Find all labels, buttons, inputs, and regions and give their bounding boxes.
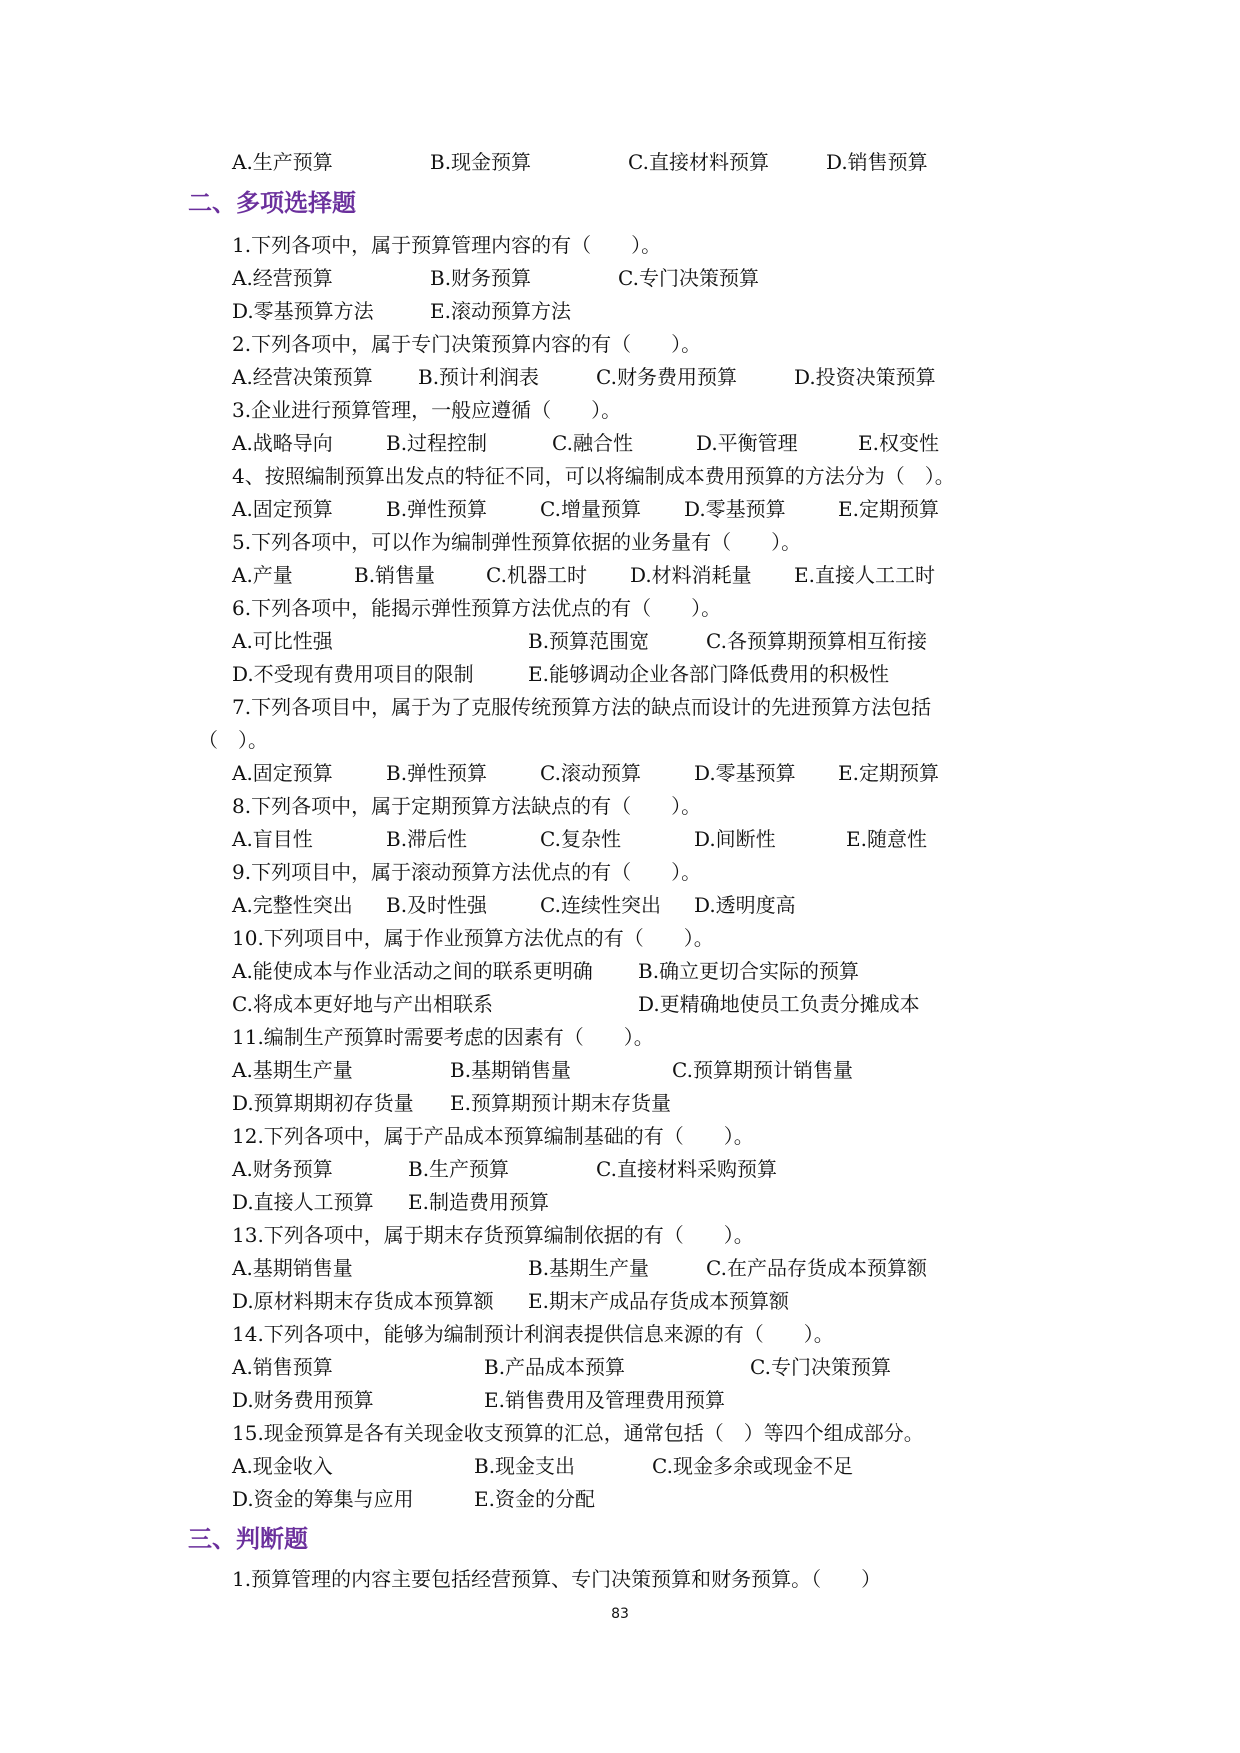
option: A.现金收入 — [232, 1454, 333, 1478]
option: A.可比性强 — [232, 629, 333, 653]
section-heading: 三、判断题 — [188, 1525, 308, 1553]
option: C.连续性突出 — [540, 893, 661, 917]
option: D.原材料期末存货成本预算额 — [232, 1289, 494, 1313]
option: E.期末产成品存货成本预算额 — [528, 1289, 789, 1313]
option: D.零基预算方法 — [232, 299, 374, 323]
option: E.直接人工工时 — [794, 563, 935, 587]
option: E.定期预算 — [838, 497, 939, 521]
option: B.生产预算 — [408, 1157, 510, 1181]
option: A.战略导向 — [232, 431, 333, 455]
option: A.盲目性 — [232, 827, 313, 851]
page-number: 83 — [611, 1606, 629, 1622]
option: B.预算范围宽 — [528, 629, 650, 653]
option: A.完整性突出 — [232, 893, 353, 917]
option: C.预算期预计销售量 — [672, 1058, 853, 1082]
option: D.销售预算 — [826, 150, 928, 174]
option: D.资金的筹集与应用 — [232, 1487, 414, 1511]
option: C.财务费用预算 — [596, 365, 737, 389]
option: B.过程控制 — [386, 431, 488, 455]
option: B.确立更切合实际的预算 — [638, 959, 860, 983]
option: E.定期预算 — [838, 761, 939, 785]
option: A.经营决策预算 — [232, 365, 373, 389]
option: C.直接材料采购预算 — [596, 1157, 777, 1181]
option: B.预计利润表 — [418, 365, 540, 389]
option: D.不受现有费用项目的限制 — [232, 662, 474, 686]
option: A.经营预算 — [232, 266, 333, 290]
option: C.在产品存货成本预算额 — [706, 1256, 927, 1280]
option: B.弹性预算 — [386, 761, 488, 785]
option: B.基期销售量 — [450, 1058, 572, 1082]
option: C.滚动预算 — [540, 761, 641, 785]
option: C.现金多余或现金不足 — [652, 1454, 853, 1478]
option: E.能够调动企业各部门降低费用的积极性 — [528, 662, 889, 686]
option: E.销售费用及管理费用预算 — [484, 1388, 725, 1412]
option: A.能使成本与作业活动之间的联系更明确 — [232, 959, 593, 983]
option: A.销售预算 — [232, 1355, 333, 1379]
option: A.固定预算 — [232, 497, 333, 521]
option: D.更精确地使员工负责分摊成本 — [638, 992, 920, 1016]
option: D.平衡管理 — [696, 431, 798, 455]
option: B.销售量 — [354, 563, 436, 587]
option: B.现金支出 — [474, 1454, 576, 1478]
option: C.复杂性 — [540, 827, 621, 851]
option: E.权变性 — [858, 431, 939, 455]
option: B.滞后性 — [386, 827, 468, 851]
option: D.财务费用预算 — [232, 1388, 374, 1412]
option: D.透明度高 — [694, 893, 796, 917]
option: A.财务预算 — [232, 1157, 333, 1181]
option: D.投资决策预算 — [794, 365, 936, 389]
option: D.零基预算 — [684, 497, 786, 521]
option: E.制造费用预算 — [408, 1190, 549, 1214]
option: D.直接人工预算 — [232, 1190, 374, 1214]
option: A.基期生产量 — [232, 1058, 353, 1082]
option: B.弹性预算 — [386, 497, 488, 521]
option: B.财务预算 — [430, 266, 532, 290]
option: E.资金的分配 — [474, 1487, 595, 1511]
option: C.将成本更好地与产出相联系 — [232, 992, 493, 1016]
section-heading: 二、多项选择题 — [188, 189, 356, 217]
option: E.滚动预算方法 — [430, 299, 571, 323]
option: C.增量预算 — [540, 497, 641, 521]
option: C.专门决策预算 — [750, 1355, 891, 1379]
option: D.材料消耗量 — [630, 563, 752, 587]
option: C.融合性 — [552, 431, 633, 455]
option: A.产量 — [232, 563, 293, 587]
option: A.固定预算 — [232, 761, 333, 785]
option: A.基期销售量 — [232, 1256, 353, 1280]
option: B.现金预算 — [430, 150, 532, 174]
option: B.及时性强 — [386, 893, 488, 917]
option: D.零基预算 — [694, 761, 796, 785]
option: D.预算期期初存货量 — [232, 1091, 414, 1115]
option: E.随意性 — [846, 827, 927, 851]
option: C.直接材料预算 — [628, 150, 769, 174]
option: C.各预算期预算相互衔接 — [706, 629, 927, 653]
option: D.间断性 — [694, 827, 776, 851]
option: B.基期生产量 — [528, 1256, 650, 1280]
option: E.预算期预计期末存货量 — [450, 1091, 671, 1115]
document-page: A.生产预算 B.现金预算 C.直接材料预算 D.销售预算 二、多项选择题 1.下列各项中，属于预算管理内容的有（ ）。 A.经营预算 B.财务预算 C.专门决策预算 D.零基预算方法 E.滚动预算方法 2.下列各项中，属于专门决策预算内容的有（ ）。 A.经营决策预算 B.预计利润表 C.财务费用预算 D.投资决策预算 3.企业进行预算管理，一般应遵循（ ）。 A.战略导向 B.过程控制 C.融合性 D.平衡管理 E.权变性 4、按照编制预算出发点的特征不同，可以将编制成本费用预算的方法分为（ ）。 A.固定预算 B.弹性预算 C.增量预算 D.零基预算 E.定期预算 5.下列各项中，可以作为编制弹性预算依据的业务量有（ ）。 A.产量 B.销售量 C.机器工时 D.材料消耗量 E.直接人工工时 6.下列各项中，能揭示弹性预算方法优点的有（ ）。 A.可比性强 B.预算范围宽 C.各预算期预算相互衔接 D.不受现有费用项目的限制 E.能够调动企业各部门降低费用的积极性 7.下列各项目中，属于为了克服传统预算方法的缺点而设计的先进预算方法包括 （ ）。 A.固定预算 B.弹性预算 C.滚动预算 D.零基预算 E.定期预算 8.下列各项中，属于定期预算方法缺点的有（ ）。 A.盲目性 B.滞后性 C.复杂性 D.间断性 E.随意性 9.下列项目中，属于滚动预算方法优点的有（ ）。 A.完整性突出 B.及时性强 C.连续性突出 D.透明度高 10.下列项目中，属于作业预算方法优点的有（ ）。 A.能使成本与作业活动之间的联系更明确 B.确立更切合实际的预算 C.将成本更好地与产出相联系 D.更精确地使员工负责分摊成本 11.编制生产预算时需要考虑的因素有（ ）。 A.基期生产量 B.基期销售量 C.预算期预计销售量 D.预算期期初存货量 E.预算期预计期末存货量 12.下列各项中，属于产品成本预算编制基础的有（ ）。 A.财务预算 B.生产预算 C.直接材料采购预算 D.直接人工预算 E.制造费用预算 13.下列各项中，属于期末存货预算编制依据的有（ ）。 A.基期销售量 B.基期生产量 C.在产品存货成本预算额 D.原材料期末存货成本预算额 E.期末产成品存货成本预算额 14.下列各项中，能够为编制预计利润表提供信息来源的有（ ）。 A.销售预算 B.产品成本预算 C.专门决策预算 D.财务费用预算 E.销售费用及管理费用预算 15.现金预算是各有关现金收支预算的汇总，通常包括（ ）等四个组成部分。 A.现金收入 B.现金支出 C.现金多余或现金不足 D.资金的筹集与应用 E.资金的分配 三、判断题 1.预算管理的内容主要包括经营预算、专门决策预算和财务预算。（ ） 83 — [0, 0, 1240, 1753]
option: B.产品成本预算 — [484, 1355, 626, 1379]
option: C.机器工时 — [486, 563, 587, 587]
option: C.专门决策预算 — [618, 266, 759, 290]
option: A.生产预算 — [232, 150, 333, 174]
